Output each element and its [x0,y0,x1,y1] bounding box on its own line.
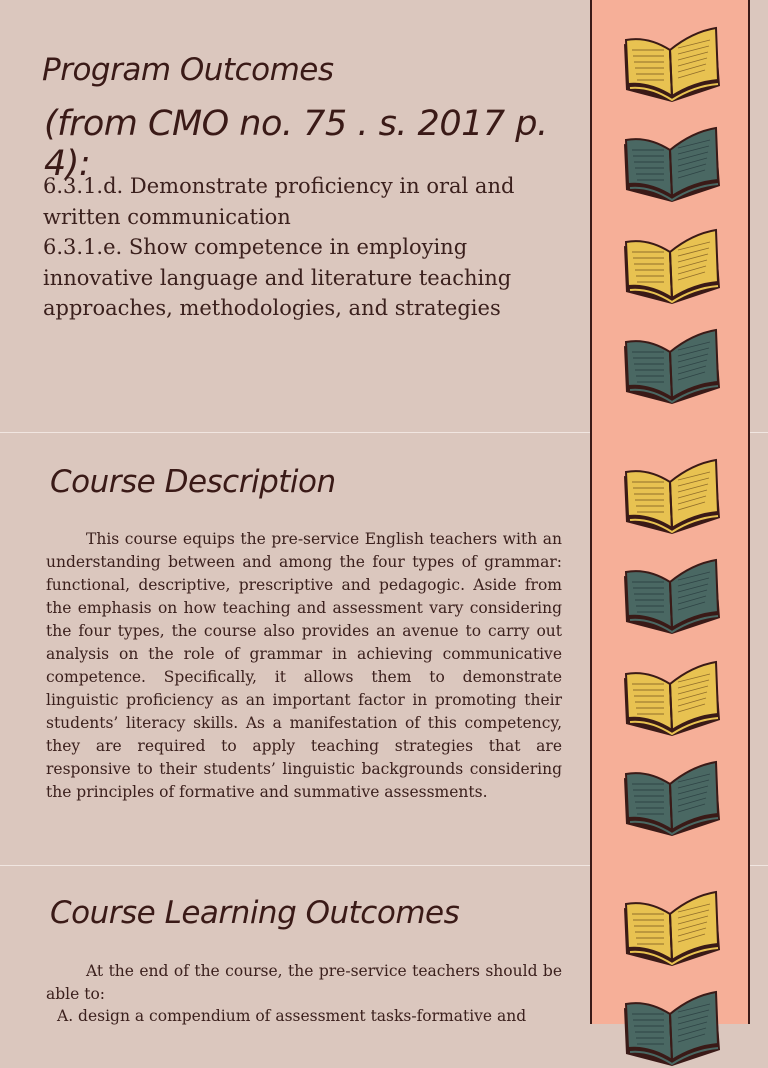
open-book-icon [618,222,726,306]
program-outcomes-list [43,171,573,324]
open-book-icon [618,322,726,406]
open-book-icon [618,754,726,838]
program-outcomes-title: Program Outcomes [42,52,334,88]
course-learning-outcome-item: A. design a compendium of assessment tasks-formative and [57,1007,527,1025]
decorative-book-strip [590,0,750,1024]
open-book-icon [618,452,726,536]
course-description-title: Course Description [50,464,336,500]
course-learning-outcomes-intro: At the end of the course, the pre-service teachers should be able to: [46,962,562,1003]
open-book-icon [618,552,726,636]
open-book-icon [618,984,726,1068]
program-outcome-item: 6.3.1.d. Demonstrate proficiency in oral and written communication [43,174,515,229]
open-book-icon [618,20,726,104]
course-description-body: This course equips the pre-service English teachers with an understanding between and among the four types of grammar: functional, descriptive, prescriptive and pedagogic. Aside from the emphasis on how teaching and assessment vary considering the four types, the course also provides an avenue to carry out analysis on the role of grammar in achieving communicative competence. Specifically, it allows them to demonstrate linguistic proficiency as an important factor in promoting their students’ literacy skills. As a manifestation of this competency, they are required to apply teaching strategies that are responsive to their students’ linguistic backgrounds considering the principles of formative and summative assessments. [46,530,562,801]
open-book-icon [618,884,726,968]
open-book-icon [618,654,726,738]
course-learning-outcomes-title: Course Learning Outcomes [50,895,460,931]
open-book-icon [618,120,726,204]
program-outcome-item: 6.3.1.e. Show competence in employing innovative language and literature teaching approaches, methodologies, and strategies [43,235,512,320]
program-outcomes-subtitle: (from CMO no. 75 . s. 2017 p. 4): [44,104,548,184]
